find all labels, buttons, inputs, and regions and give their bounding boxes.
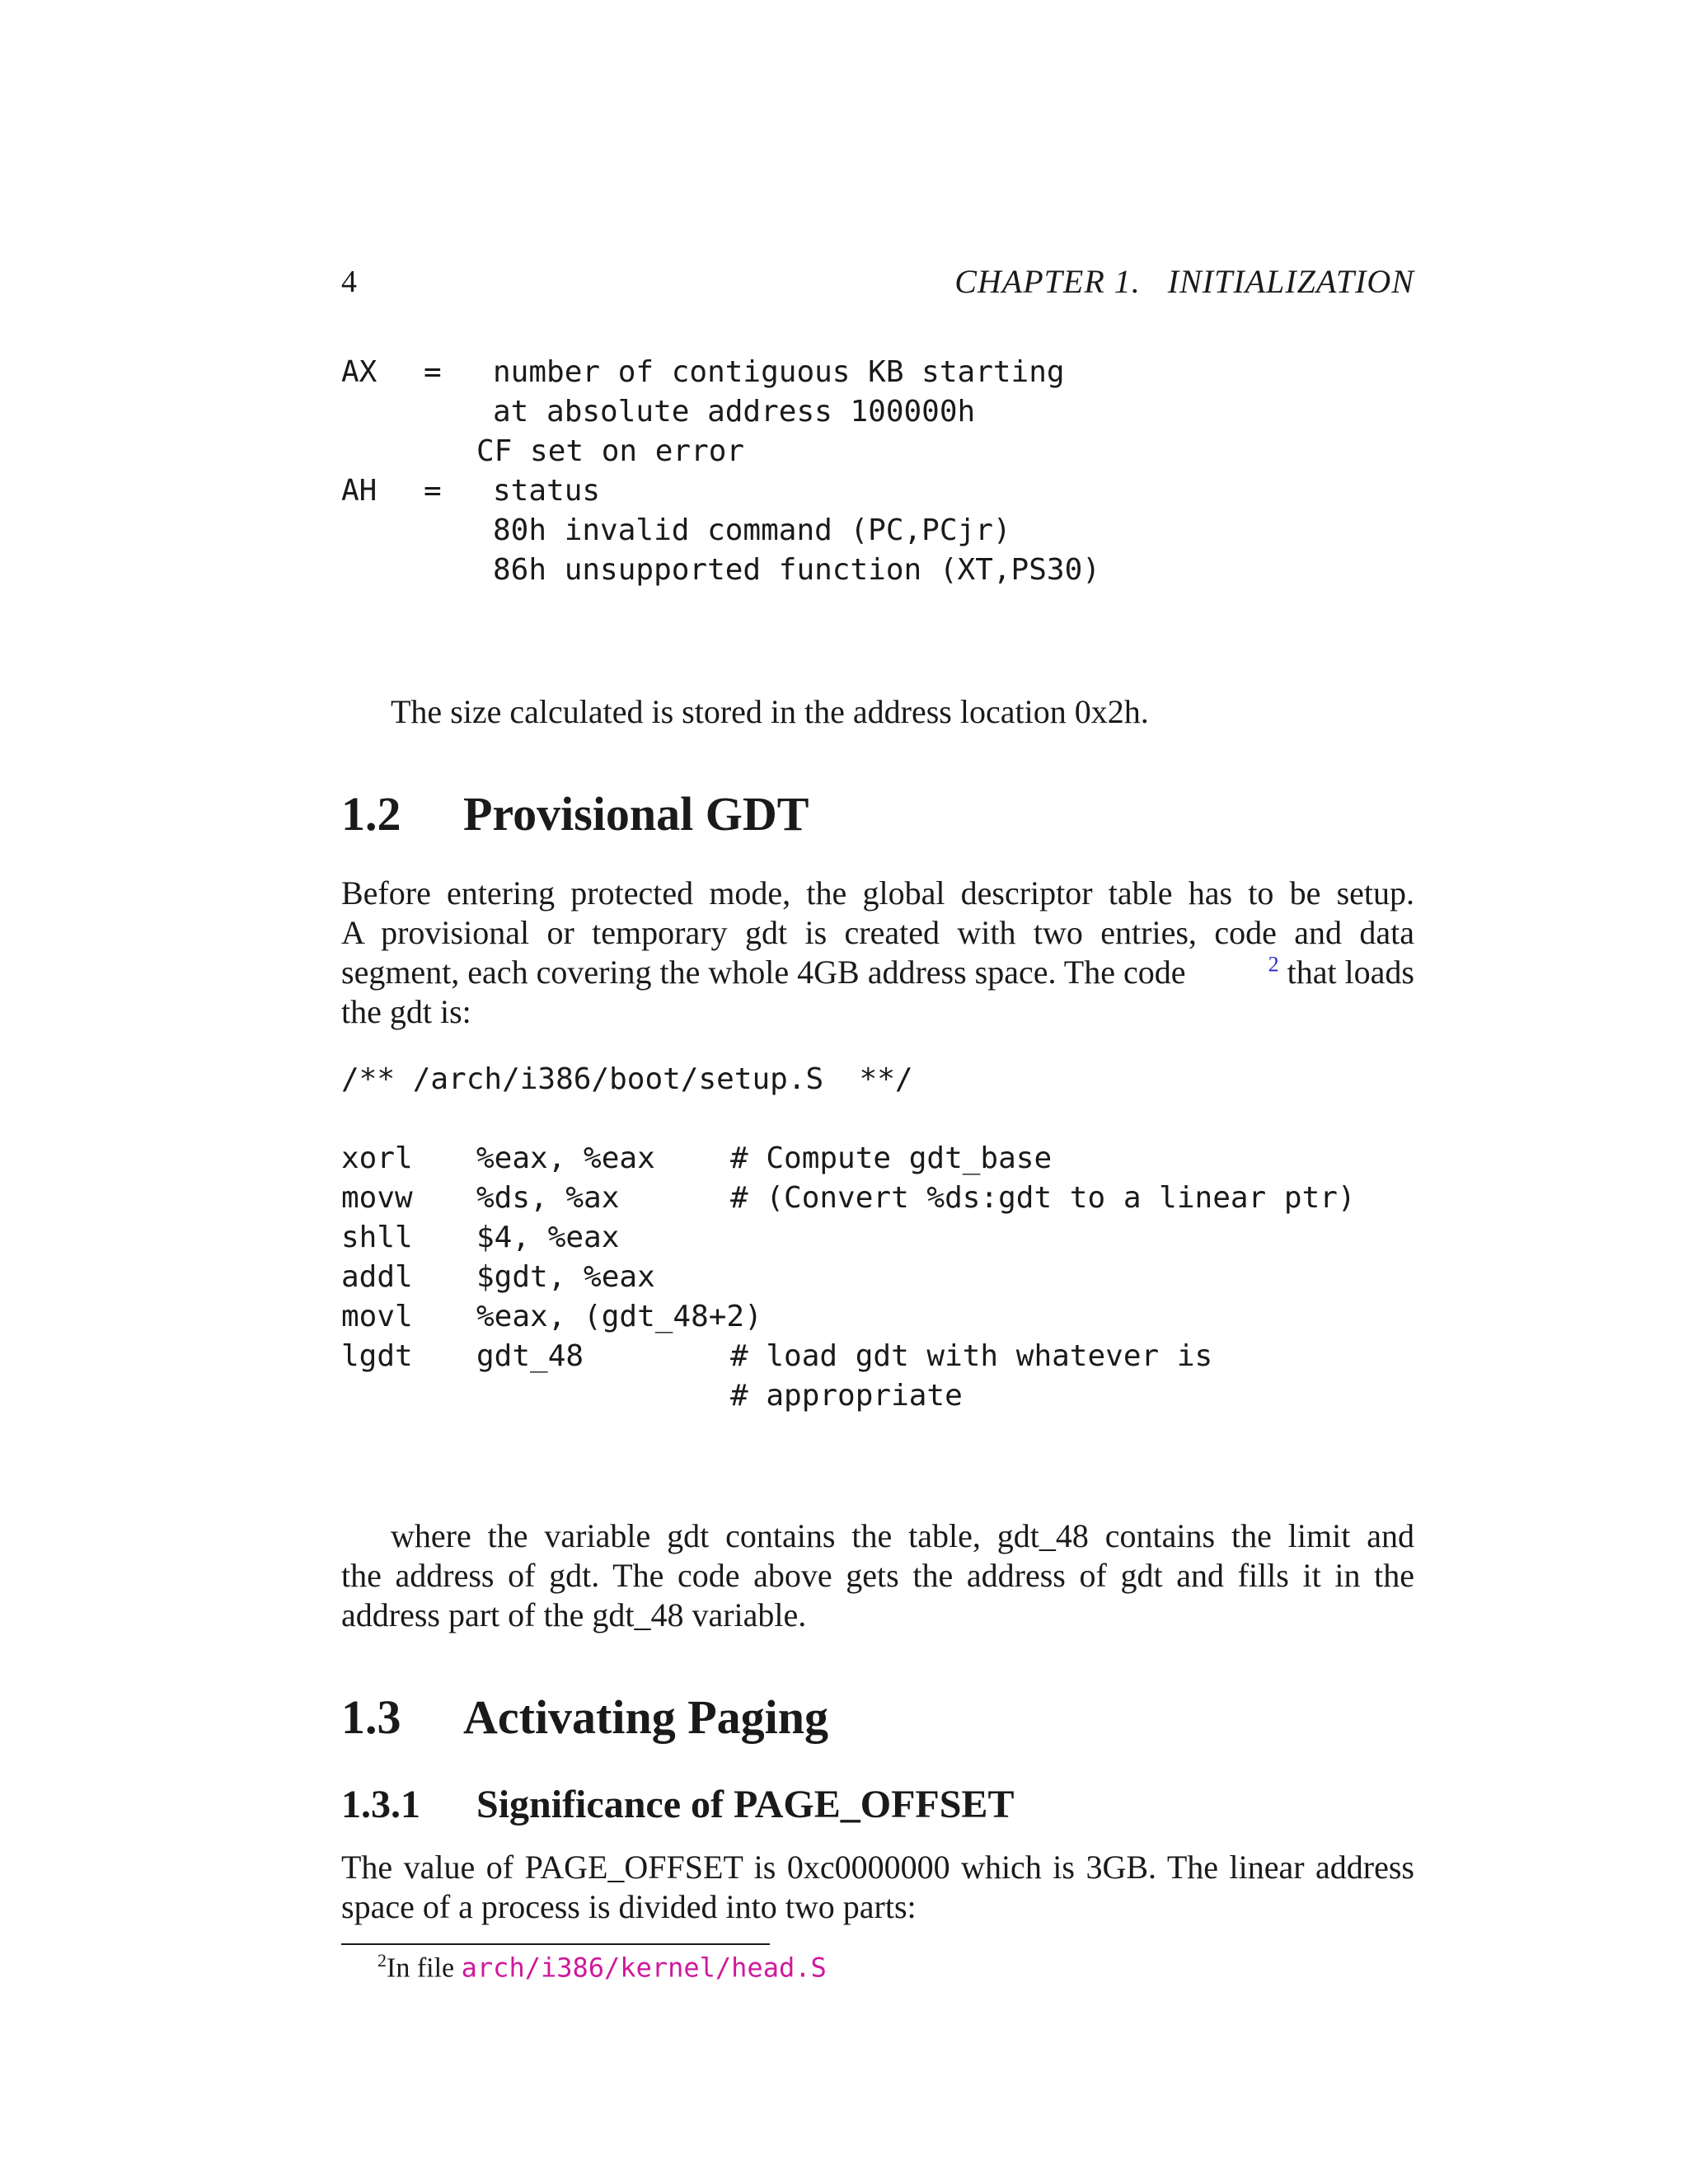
section-number: 1.2 [341,787,401,841]
register-desc-line: CF set on error [476,434,745,468]
code-args: $4, %eax [476,1221,620,1254]
register-desc-line: status [493,474,601,508]
code-opcode: movw [341,1181,413,1215]
paragraph-line: The value of PAGE_OFFSET is 0xc0000000 which is 3GB. The linear address [341,1849,1414,1886]
paragraph-line: address part of the gdt_48 variable. [341,1596,807,1633]
paragraph-line-with-footnote [341,953,1414,992]
page-number: 4 [341,265,357,299]
code-args: %ds, %ax [476,1181,620,1215]
code-opcode: movl [341,1300,413,1333]
section-number: 1.3 [341,1690,401,1744]
section-title: Provisional GDT [463,787,809,841]
equals-sign: = [424,474,442,508]
code-args: $gdt, %eax [476,1260,655,1294]
code-opcode: addl [341,1260,413,1294]
register-desc-line: at absolute address 100000h [493,395,976,429]
section-title: Activating Paging [463,1690,829,1744]
register-label: AX [341,355,377,389]
subsection-number: 1.3.1 [341,1783,420,1826]
paragraph-line: the address of gdt. The code above gets the address of gdt and fills it in the [341,1557,1414,1594]
paragraph-line: segment, each covering the whole 4GB address space. The code [341,954,1186,991]
code-file-comment: /** /arch/i386/boot/setup.S **/ [341,1062,913,1096]
footnote-text: In file [387,1952,462,1984]
code-args: gdt_48 [476,1339,584,1373]
code-comment: # appropriate [730,1379,963,1413]
code-comment: # (Convert %ds:gdt to a linear ptr) [730,1181,1356,1215]
equals-sign: = [424,355,442,389]
code-opcode: xorl [341,1141,413,1175]
paragraph-line: Before entering protected mode, the global descriptor table has to be setup. [341,874,1414,912]
paragraph-line: space of a process is divided into two parts: [341,1888,917,1925]
paragraph-line: where the variable gdt contains the table, gdt_48 contains the limit and [391,1517,1414,1554]
register-label: AH [341,474,377,508]
footnote-rule [341,1943,770,1945]
code-args: %eax, %eax [476,1141,655,1175]
code-comment: # load gdt with whatever is [730,1339,1213,1373]
subsection-title: Significance of PAGE_OFFSET [476,1783,1015,1826]
code-args: %eax, (gdt_48+2) [476,1300,762,1333]
size-paragraph: The size calculated is stored in the address location 0x2h. [391,693,1149,730]
code-comment: # Compute gdt_base [730,1141,1053,1175]
footnote-reference[interactable]: 2 [1268,952,1279,977]
register-desc-line: number of contiguous KB starting [493,355,1065,389]
paragraph-line: A provisional or temporary gdt is created with two entries, code and data [341,914,1414,951]
code-opcode: shll [341,1221,413,1254]
footnote-mark: 2 [377,1950,387,1971]
paragraph-line: the gdt is: [341,993,471,1030]
running-header: CHAPTER 1. INITIALIZATION [954,263,1414,300]
footnote [377,1950,827,1984]
code-opcode: lgdt [341,1339,413,1373]
footnote-file-link[interactable]: arch/i386/kernel/head.S [461,1952,827,1984]
register-desc-line: 86h unsupported function (XT,PS30) [493,553,1100,587]
register-desc-line: 80h invalid command (PC,PCjr) [493,513,1011,547]
paragraph-line-tail: that loads [1278,954,1414,991]
